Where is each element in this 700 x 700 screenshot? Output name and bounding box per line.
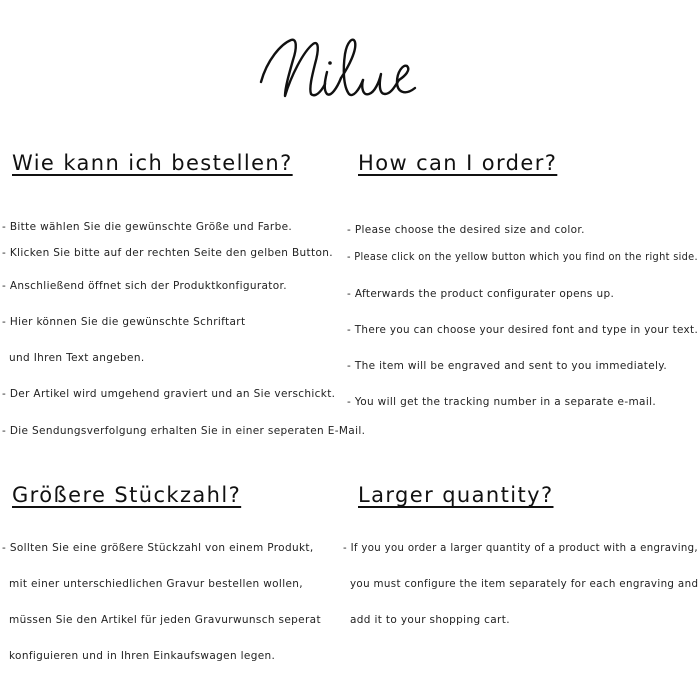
- order-en-line-1: - Please choose the desired size and color.: [347, 224, 585, 236]
- order-de-line-7: - Die Sendungsverfolgung erhalten Sie in einer seperaten E-Mail.: [2, 425, 366, 437]
- heading-order-en: How can I order?: [358, 151, 558, 175]
- quantity-de-line-4: konfiguieren und in Ihren Einkaufswagen legen.: [9, 650, 276, 662]
- heading-order-de: Wie kann ich bestellen?: [12, 151, 293, 175]
- brand-logo: [255, 30, 420, 105]
- quantity-en-line-2: you must configure the item separately for each engraving and: [350, 578, 699, 590]
- order-en-line-4: - There you can choose your desired font and type in your text.: [347, 324, 699, 336]
- order-de-line-4: - Hier können Sie die gewünschte Schriftart: [2, 316, 246, 328]
- heading-quantity-en: Larger quantity?: [358, 483, 554, 507]
- order-de-line-3: - Anschließend öffnet sich der Produktkonfigurator.: [2, 280, 287, 292]
- order-en-line-3: - Afterwards the product configurater opens up.: [347, 288, 615, 300]
- order-de-line-5: und Ihren Text angeben.: [9, 352, 145, 364]
- order-de-line-2: - Klicken Sie bitte auf der rechten Seite den gelben Button.: [2, 247, 333, 259]
- quantity-de-line-2: mit einer unterschiedlichen Gravur bestellen wollen,: [9, 578, 303, 590]
- order-de-line-6: - Der Artikel wird umgehend graviert und an Sie verschickt.: [2, 388, 336, 400]
- order-en-line-6: - You will get the tracking number in a separate e-mail.: [347, 396, 657, 408]
- handwritten-script-logo-icon: [255, 30, 420, 105]
- quantity-en-line-3: add it to your shopping cart.: [350, 614, 510, 626]
- quantity-de-line-3: müssen Sie den Artikel für jeden Gravurwunsch seperat: [9, 614, 321, 626]
- order-de-line-1: - Bitte wählen Sie die gewünschte Größe und Farbe.: [2, 221, 293, 233]
- heading-quantity-de: Größere Stückzahl?: [12, 483, 242, 507]
- quantity-en-line-1: - If you you order a larger quantity of a product with a engraving,: [343, 542, 698, 554]
- order-en-line-2: - Please click on the yellow button which you find on the right side.: [347, 251, 698, 263]
- order-en-line-5: - The item will be engraved and sent to you immediately.: [347, 360, 668, 372]
- quantity-de-line-1: - Sollten Sie eine größere Stückzahl von einem Produkt,: [2, 542, 314, 554]
